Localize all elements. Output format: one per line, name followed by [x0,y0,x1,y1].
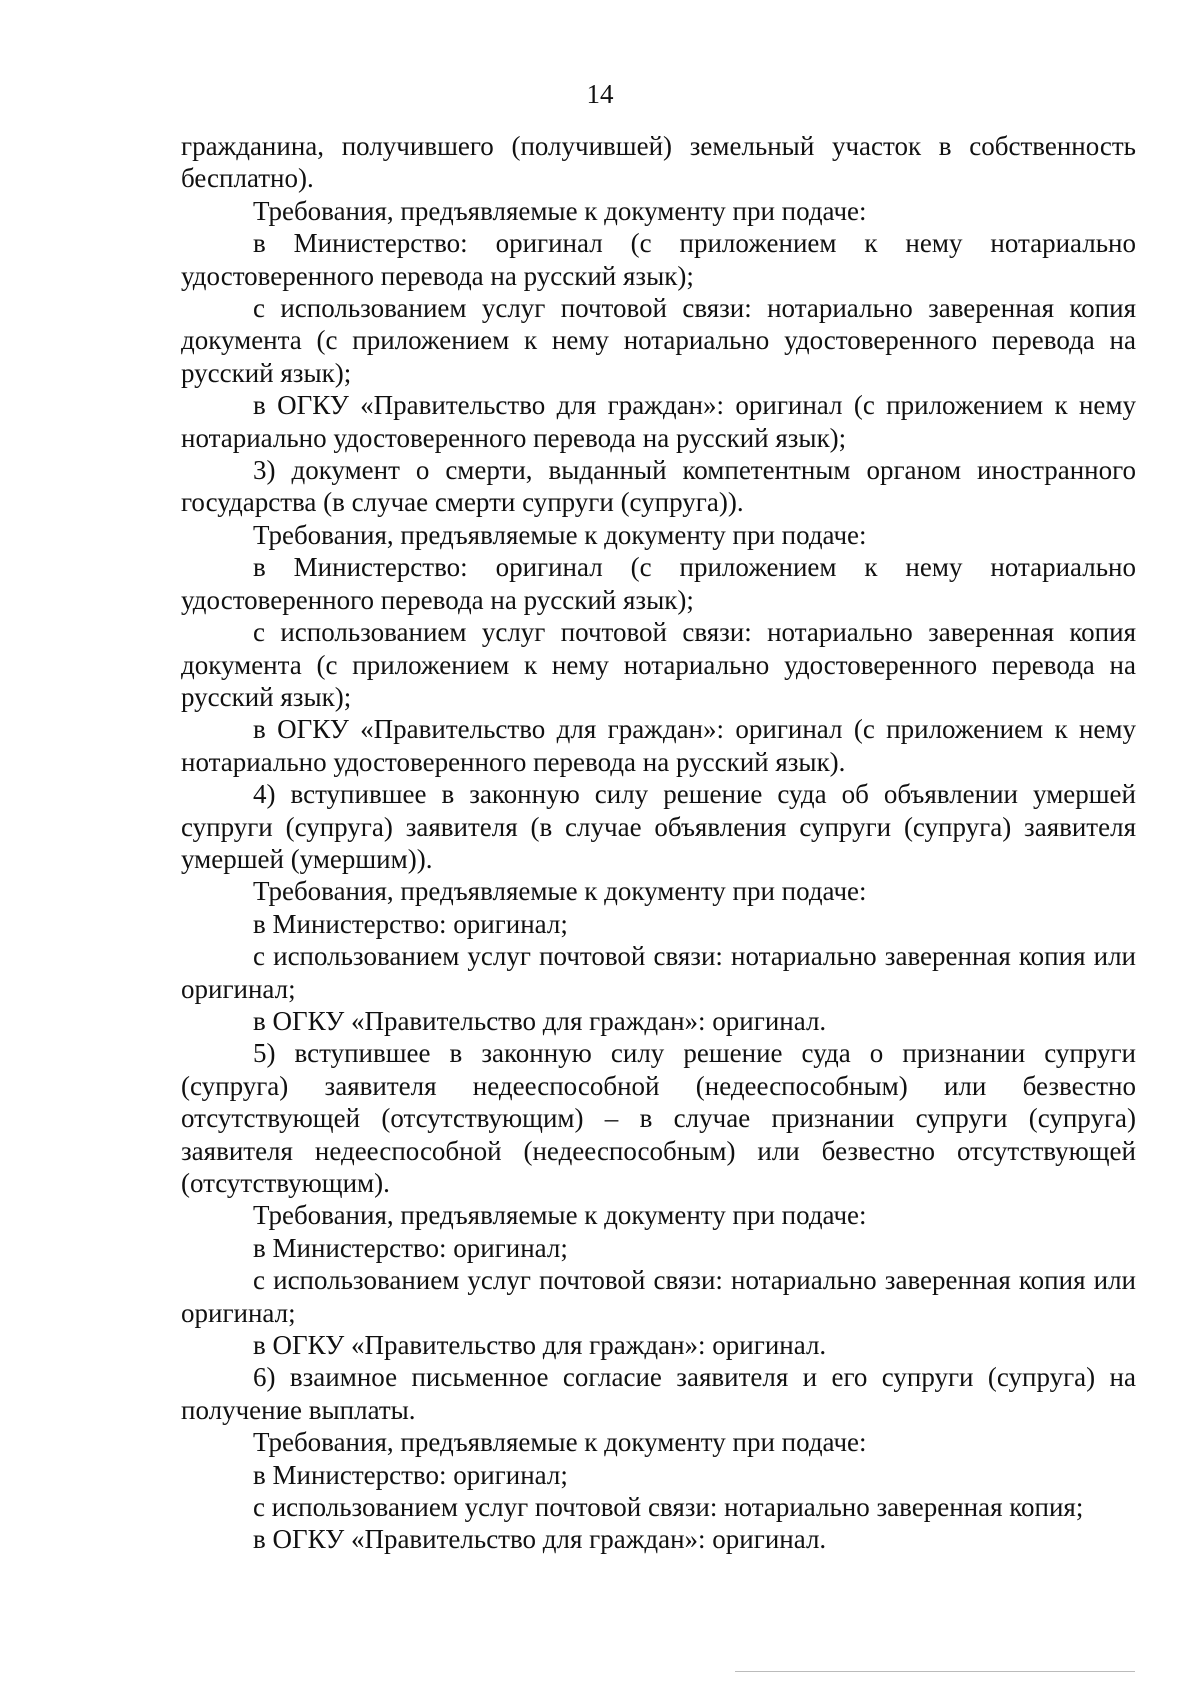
paragraph: в ОГКУ «Правительство для граждан»: оригинал. [253,1330,827,1361]
paragraph: Требования, предъявляемые к документу при подаче: [253,1200,867,1231]
paragraph: в Министерство: оригинал; [253,908,568,939]
paragraph: Требования, предъявляемые к документу при подаче: [253,876,867,907]
paragraph: в ОГКУ «Правительство для граждан»: оригинал. [253,1524,827,1555]
paragraph: с использованием услуг почтовой связи: нотариально заверенная копия документа (с приложением к нему нотариально удостоверенного перевода на русский язык); [181,293,1136,388]
paragraph: в Министерство: оригинал (с приложением к нему нотариально удостоверенного перевода на русский язык); [181,228,1136,291]
footer-divider [735,1671,1135,1672]
paragraph: Требования, предъявляемые к документу при подаче: [253,195,867,226]
paragraph: в Министерство: оригинал (с приложением к нему нотариально удостоверенного перевода на русский язык); [181,552,1136,615]
document-body [181,130,1136,1556]
paragraph: с использованием услуг почтовой связи: нотариально заверенная копия; [253,1492,1084,1523]
paragraph: Требования, предъявляемые к документу при подаче: [253,519,867,550]
paragraph: с использованием услуг почтовой связи: нотариально заверенная копия или оригинал; [181,941,1136,1004]
paragraph: в ОГКУ «Правительство для граждан»: оригинал (с приложением к нему нотариально удостоверенного перевода на русский язык). [181,714,1136,777]
paragraph: в Министерство: оригинал; [253,1459,568,1490]
paragraph: в Министерство: оригинал; [253,1232,568,1263]
paragraph: гражданина, получившего (получившей) земельный участок в собственность бесплатно). [181,131,1136,194]
paragraph: 5) вступившее в законную силу решение суда о признании супруги (супруга) заявителя недееспособной (недееспособным) или безвестно отсутствующей (отсутствующим) – в случае признании супруги (супруга) заявителя недееспособной (недееспособным) или безвестно отсутствующей (отсутствующим). [181,1038,1136,1198]
paragraph: Требования, предъявляемые к документу при подаче: [253,1427,867,1458]
paragraph: 4) вступившее в законную силу решение суда об объявлении умершей супруги (супруга) заявителя (в случае объявления супруги (супруга) заявителя умершей (умершим)). [181,779,1136,874]
paragraph: 6) взаимное письменное согласие заявителя и его супруги (супруга) на получение выплаты. [181,1362,1136,1425]
paragraph: в ОГКУ «Правительство для граждан»: оригинал (с приложением к нему нотариально удостоверенного перевода на русский язык); [181,390,1136,453]
paragraph: в ОГКУ «Правительство для граждан»: оригинал. [253,1005,827,1036]
paragraph: с использованием услуг почтовой связи: нотариально заверенная копия или оригинал; [181,1265,1136,1328]
paragraph: 3) документ о смерти, выданный компетентным органом иностранного государства (в случае смерти супруги (супруга)). [181,455,1136,518]
paragraph: с использованием услуг почтовой связи: нотариально заверенная копия документа (с приложением к нему нотариально удостоверенного перевода на русский язык); [181,617,1136,712]
page-number: 14 [586,79,614,109]
